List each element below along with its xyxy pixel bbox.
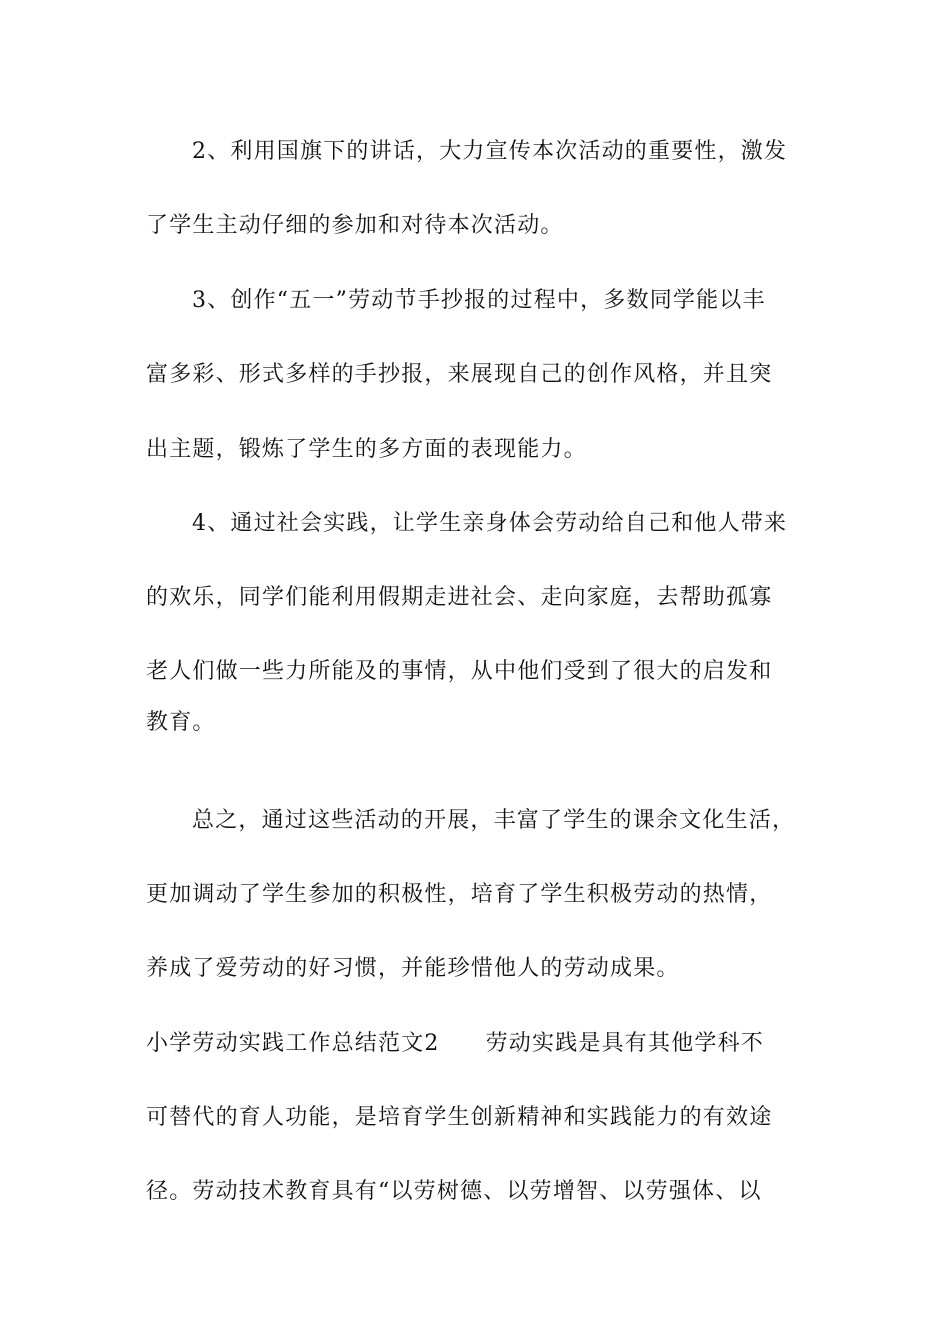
paragraph-line: 更加调动了学生参加的积极性，培育了学生积极劳动的热情， [146, 882, 773, 907]
paragraph-line: 教育。 [146, 710, 216, 735]
paragraph-line: 了学生主动仔细的参加和对待本次活动。 [146, 213, 564, 238]
section-title: 小学劳动实践工作总结范文2 [146, 1031, 440, 1056]
paragraph-line: 养成了爱劳动的好习惯，并能珍惜他人的劳动成果。 [146, 956, 680, 981]
paragraph-line: 4、通过社会实践，让学生亲身体会劳动给自己和他人带来 [192, 511, 788, 536]
paragraph-line: 可替代的育人功能，是培育学生创新精神和实践能力的有效途 [146, 1105, 773, 1130]
paragraph-line: 径。劳动技术教育具有“以劳树德、以劳增智、以劳强体、以 [146, 1179, 762, 1204]
paragraph-line: 总之，通过这些活动的开展，丰富了学生的课余文化生活， [192, 808, 796, 833]
section-heading-line [146, 1024, 816, 1064]
paragraph-line: 老人们做一些力所能及的事情，从中他们受到了很大的启发和 [146, 659, 773, 684]
paragraph-line: 富多彩、形式多样的手抄报，来展现自己的创作风格，并且突 [146, 362, 773, 387]
paragraph-line: 2、利用国旗下的讲话，大力宣传本次活动的重要性，激发 [192, 139, 788, 164]
section-intro: 劳动实践是具有其他学科不 [485, 1031, 765, 1056]
paragraph-line: 出主题，锻炼了学生的多方面的表现能力。 [146, 437, 587, 462]
paragraph-line: 3、创作“五一”劳动节手抄报的过程中，多数同学能以丰 [192, 288, 766, 313]
paragraph-line: 的欢乐，同学们能利用假期走进社会、走向家庭，去帮助孤寡 [146, 585, 773, 610]
